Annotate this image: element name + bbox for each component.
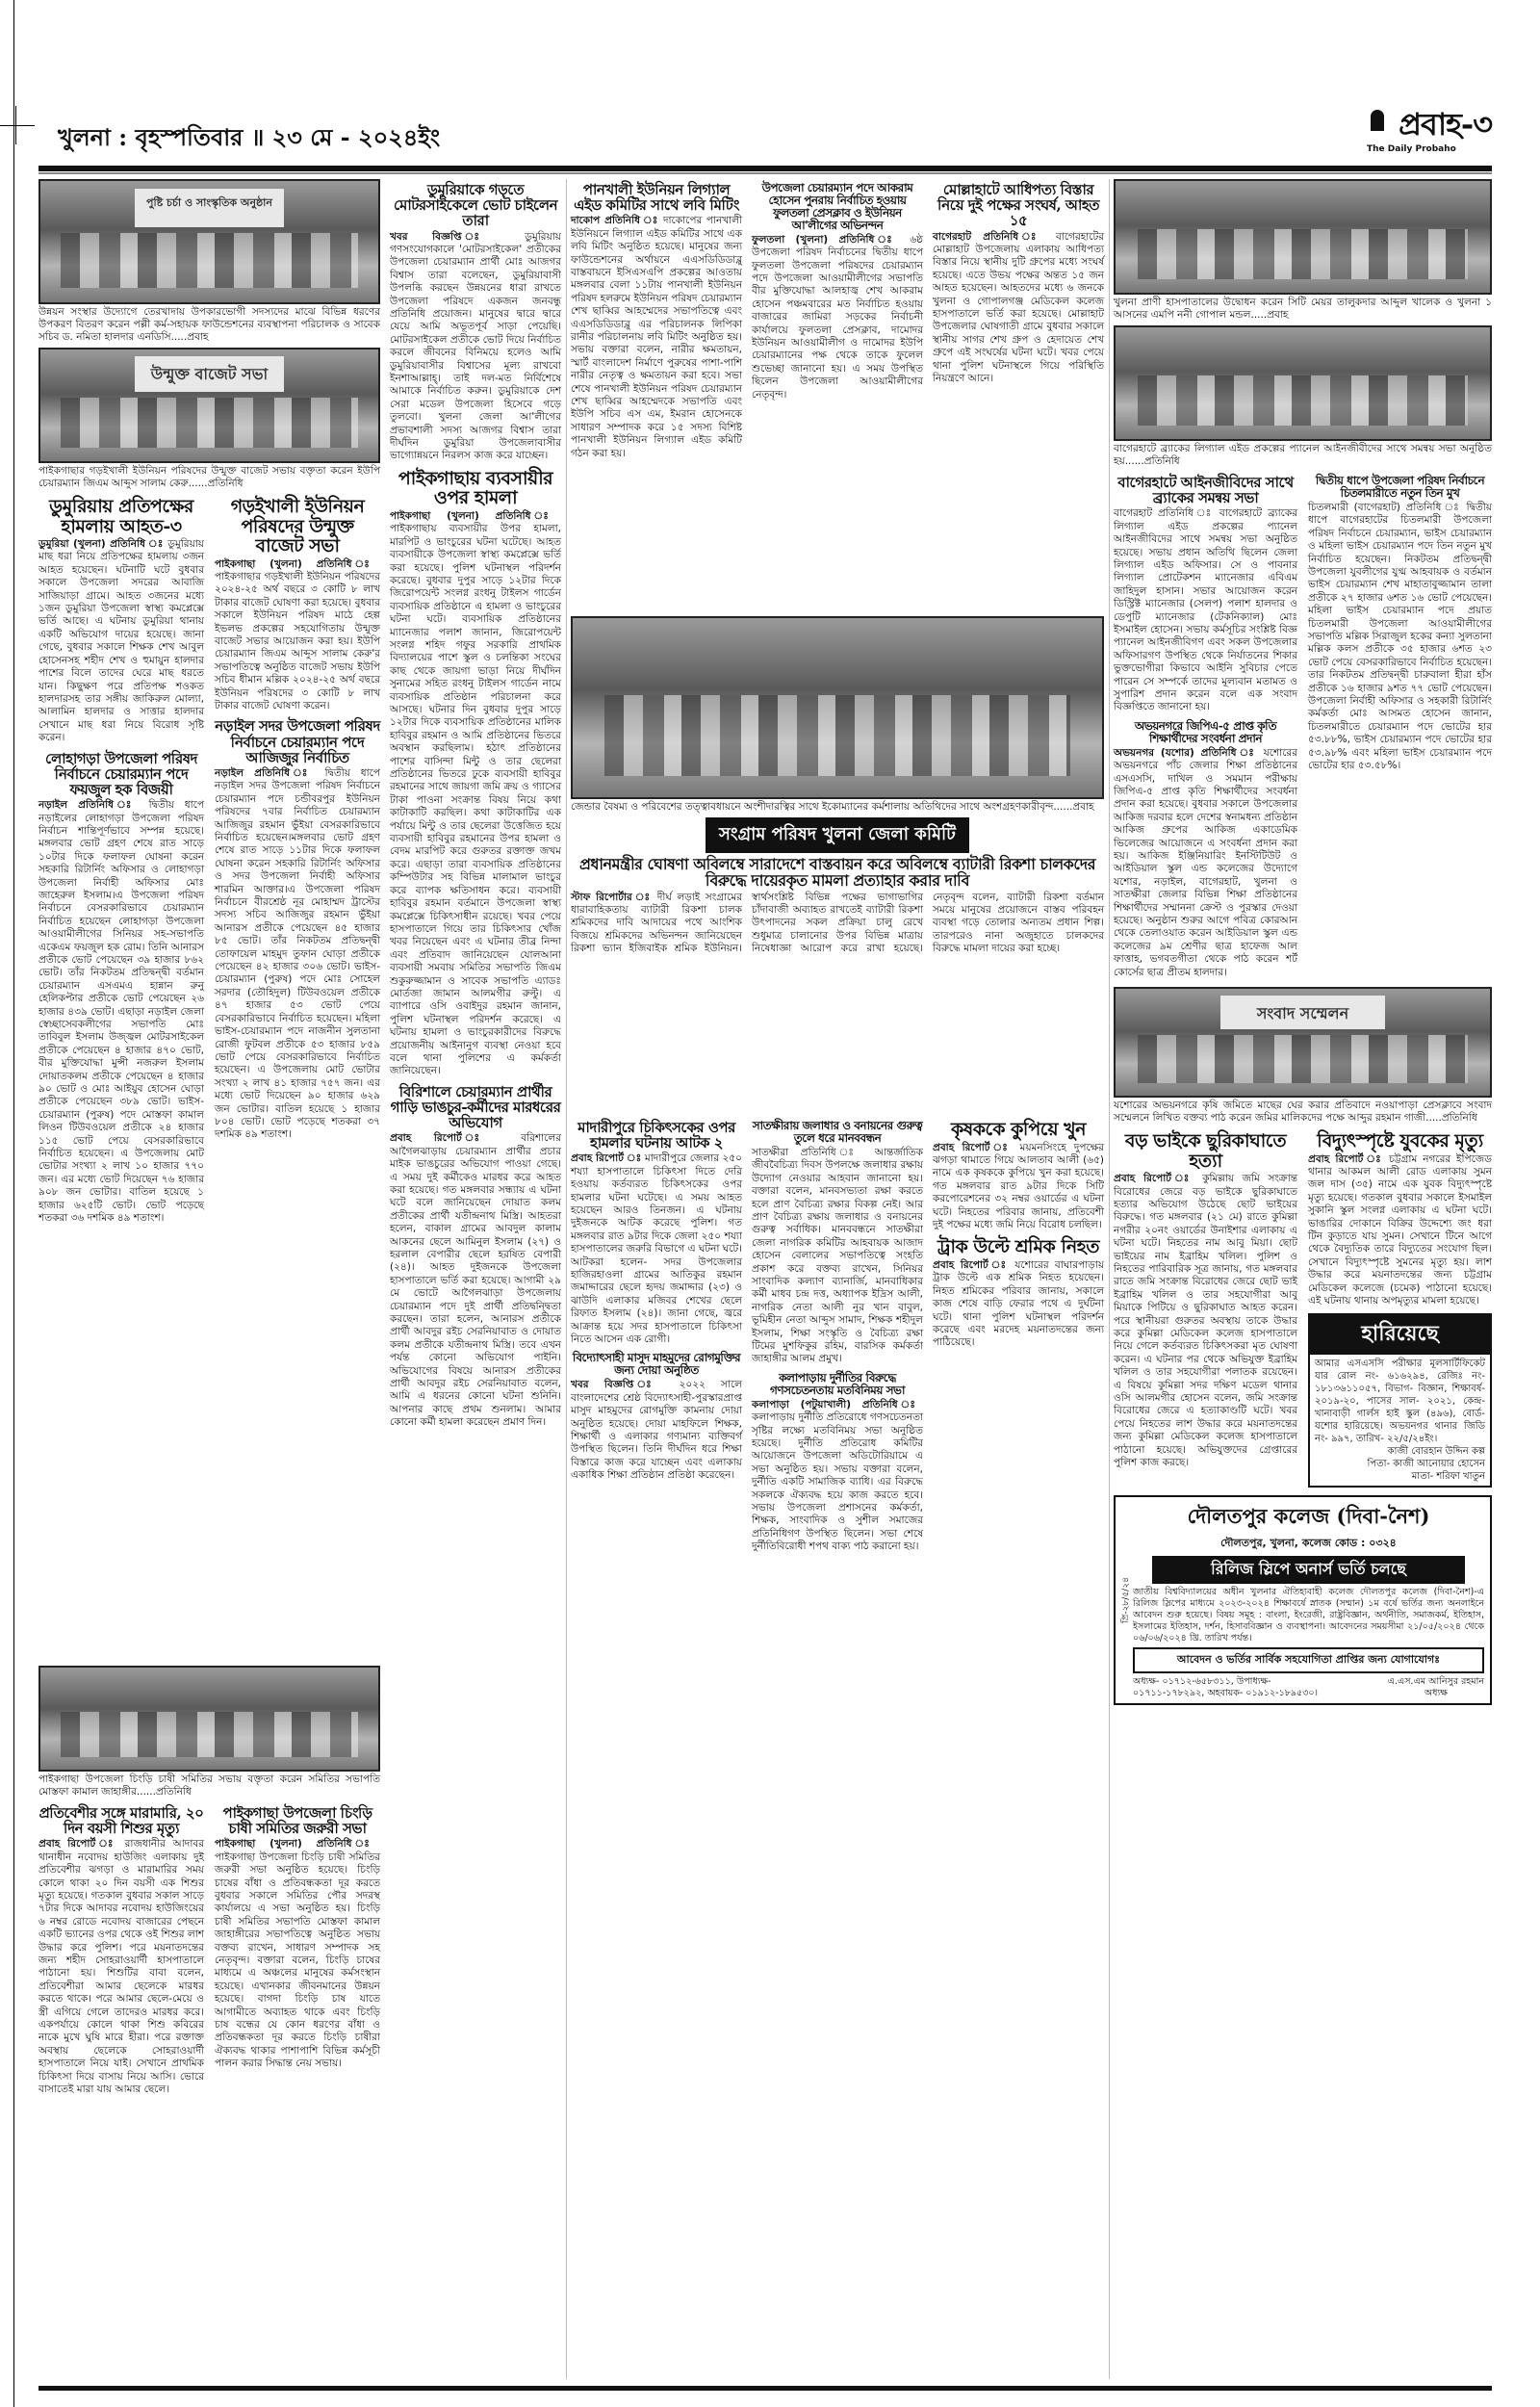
college-admission-ad bbox=[1114, 1495, 1492, 1705]
dateline: খবর বিজ্ঞপ্তি ঃ bbox=[390, 230, 500, 243]
headline: গড়ইখালী ইউনিয়ন পরিষদের উন্মুক্ত বাজেট সভা bbox=[230, 496, 365, 557]
article-body: দাকোপের পানখালী ইউনিয়নে লিগ্যাল এইড কমিটির সাথে এক লবি মিটিং অনুষ্ঠিত হয়েছে। মানুষের জন্য ফাউন্ডেশনের অর্থায়নে এএসডিডিডাব্লু বাস্তবায়নে ইসিএসএপি প্রকল্পের আওতায় মঙ্গলবার বেলা ১১টায় পানখালী ইউনিয়ন পরিষদ হলরুমে ইউনিয়ন পরিষদ চেয়ারম্যান শেখ ছাব্বির আহম্মেদের সভাপতিত্বে এবং এএসডিডিডাব্লু এর পরিচালনক লিপিকা রানীর পরিচালনায় লবি মিটিং অনুষ্ঠিত হয়। সভায় বক্তারা বলেন, নারীর ক্ষমতায়ন, স্মার্ট বাংলাদেশ নির্মাণে পুরুষের পাশা-পাশি নারীর নেতৃত্ব ও ক্ষমতায়ন করা হবে। সভা শেষে পানখালী ইউনিয়ন পরিষদ চেয়ারম্যান শেখ ছাব্বির আহম্মেদকে সভাপতি এবং ইউপি সচিব এস এম, ইমরান হোসেনকে সাধারণ সম্পাদক করে ১৫ সদস্য বিশিষ্ট পানখালী ইউনিয়ন লিগ্যাল এইড কমিটি গঠন করা হয়। bbox=[571, 215, 742, 459]
lost-notice-father: পিতা- কাজী আনোয়ার হোসেন bbox=[1367, 1459, 1485, 1470]
article-column-6 bbox=[933, 179, 1104, 385]
photo-ecoman-workshop bbox=[571, 616, 1104, 799]
photo-budget-meeting bbox=[38, 348, 380, 463]
photo-caption: খুলনা প্রাণী হাসপাতালের উদ্বোধন করেন সিটি মেয়র তালুকদার আব্দুল খালেক ও খুলনা ১ আসনের এমপি ননী গোপাল মন্ডল.....প্রবাহ bbox=[1114, 297, 1492, 321]
photo-caption: পাইকগাছা উপজেলা চিংড়ি চাষী সমিতির সভায় বক্তৃতা করেন সমিতির সভাপতি মোস্তফা কামাল জাহাঙ্গীর......প্রতিনিধি bbox=[38, 1773, 380, 1798]
dateline: প্রবাহ রিপোর্ট ঃ bbox=[933, 1258, 1010, 1271]
crop-line-left bbox=[13, 0, 14, 2407]
article-neighbour-fight bbox=[38, 1802, 204, 2097]
article-body: ডুমুরিয়ায় গণসংযোগকালে 'মোটরসাইকেল' প্রতীকের উপজেলা চেয়ারম্যান প্রার্থী মোঃ আজগর বিশ্বাস তারা বলেছেন, ডুমুরিয়াবাসী উপলব্ধি করছেন উন্নয়নের ধারা রাখতে উপজেলা পরিষদে একজন জনবন্ধু প্রতিনিধি প্রয়োজন। মানুষের দ্বারে দ্বারে যেয়ে আমি অভূতপূর্ব সাড়া পেয়েছি। মোটরসাইকেল প্রতীকে ভোট দিয়ে নির্বাচিত করলে জীবনের বিনিময়ে হলেও আমি ডুমুরিয়াবাসীর বিশ্বাসের মূল্য রাখবো ইনশাআল্লাহ্। তাই দল-মত নির্বিশেষে আমাকে নির্বাচিত করুন। ডুমুরিয়াকে দেশ সেরা মডেল উপজেলা হিসেবে গড়ে তুলবো। খুলনা জেলা আ'লীগের প্রভাবশালী সদস্য আজগর বিশ্বাস তারা দীর্ঘদিন ডুমুরিয়া উপজেলাবাসীর ভাগ্যোন্নয়নে নিরলস কাজ করে যাচ্ছেন। bbox=[390, 230, 561, 462]
article-body: বাগেরহাটের মোল্লাহাট উপজেলায় এলাকায় আধিপত্য বিস্তার নিয়ে স্থানীয় দুটি গ্রুপের মধ্যে সংঘর্ষ হয়েছে। এতে উভয় পক্ষের অন্তত ১৫ জন আহত হয়েছেন। আহতদের মধ্যে ৬ জনকে খুলনা ও গোপালগঞ্জ মেডিকেল কলেজ হাসপাতালে ভর্তি করা হয়েছে। মোল্লাহাট উপজেলার ঘোষগাতী গ্রামে বুধবার সকালে স্থানীয় সাগর শেখ গ্রুপ ও হেদায়েত শেখ গ্রুপে এই সংঘর্ষের ঘটনা ঘটে। খবর পেয়ে থানা পুলিশ ঘটনাস্থলে গিয়ে পরিস্থিতি নিয়ন্ত্রণে আনে। bbox=[933, 230, 1104, 385]
article-shrimp-meeting bbox=[215, 1802, 380, 2097]
article-kalapara bbox=[752, 1399, 923, 1554]
dateline: প্রবাহ রিপোর্ট ঃ bbox=[571, 1152, 642, 1165]
kicker-banner: সংগ্রাম পরিষদ খুলনা জেলা কমিটি bbox=[706, 817, 969, 853]
dateline: অভয়নগর (যশোর) প্রতিনিধি ঃ bbox=[1114, 746, 1258, 759]
header-rule-thin bbox=[38, 172, 1492, 174]
dateline: বাগেরহাট প্রতিনিধি ঃ bbox=[933, 230, 1045, 243]
article-body: ৬ষ্ঠ উপজেলা পরিষদ নির্বাচনের দ্বিতীয় ধাপে ফুলতলা উপজেলা পরিষদের চেয়ারম্যান পদে উপজেলা আওয়ামীলীগের সভাপতি বীর মুক্তিযোদ্ধা আলহাজ্ব শেখ আকরাম হোসেন পঞ্চমবারের মত নির্বাচিত হওয়ায় বাজারের জামিরা সড়কের নির্বাচনী কার্যালয়ে ফুলতলা প্রেসক্লাব, দামোদর ইউনিয়ন আওয়ামীলীগ ও দামোদর ইউপি চেয়ারম্যানের পক্ষ থেকে তাকে ফুলেল শুভেচ্ছা জানানো হয়। এ সময় উপস্থিত ছিলেন উপজেলা আওয়ামীলীগের নেতৃবৃন্দ। bbox=[752, 233, 923, 401]
article-dumuria-attack bbox=[38, 494, 204, 1226]
article-body: কুমিল্লায় জমি সংক্রান্ত বিরোধের জেরে বড় ভাইকে ছুরিকাঘাতে হত্যার অভিযোগ উঠেছে ছোট ভাইয়ের বিরুদ্ধে। গত মঙ্গলবার (২১ মে) রাতে কুমিল্লা নগরীর ২০নং ওয়ার্ডের উনাইশার এলাকায় এ ঘটনা ঘটে। নিহতের নাম আবু মিয়া। ছোট ভাইয়ের নাম ইব্রাহিম খলিল। পুলিশ ও নিহতের পারিবারিক সূত্র জানায়, গত মঙ্গলবার রাতে জমি সংক্রান্ত বিরোধের জেরে ছোট ভাই ইব্রাহিম খলিল ও তার সহযোগীরা আবু মিয়াকে পিটিয়ে ও ছুরিকাঘাত আহত করেন। পরে স্থানীয়রা গুরুতর অবস্থায় তাকে উদ্ধার করে কুমিল্লা মেডিকেল কলেজ হাসপাতালে নিয়ে গেলে কর্তব্যরত চিকিৎসকরা মৃত ঘোষণা করেন। এ ঘটনার পর থেকে অভিযুক্ত ইব্রাহিম খলিল ও তার সহযোগীরা পলাতক রয়েছেন। এ বিষয়ে কুমিল্লা সদর দক্ষিণ মডেল থানার ওসি আলমগীর হোসেন বলেন, জমি সংক্রান্ত বিরোধের জেরে এ হত্যাকাণ্ডটি ঘটে। খবর পেয়ে নিহতের লাশ উদ্ধার করে ময়নাতদন্তের জন্য কুমিল্লা মেডিকেল কলেজ হাসপাতালে পাঠানো হয়েছে। অভিযুক্তদের গ্রেপ্তারের পুলিশ কাজ করছে। bbox=[1114, 1173, 1297, 1469]
ad-signatory: এ.এস.এম আনিসুর রহমান bbox=[1387, 1676, 1484, 1688]
ad-body: জাতীয় বিশ্ববিদ্যালয়ের অধীন খুলনার ঐতিহ্যবাহী কলেজ দৌলতপুর কলেজ (দিবা-নৈশ)-এ রিলিজ স্লিপের মাধ্যমে ২০২৩-২০২৪ শিক্ষাবর্ষে স্নাতক (সম্মান) ১ম বর্ষে ভর্তির জন্য অনলাইনে আবেদন শুরু হয়েছে। বিষয় সমূহ : বাংলা, ইংরেজী, রাষ্ট্রবিজ্ঞান, অর্থনীতি, সমাজকর্ম, ইতিহাস, ইসলামের ইতিহাস, দর্শন, হিসাববিজ্ঞান ও ব্যবস্থাপনা। আবেদনের সময়সীমা ২১/০৫/২০২৪ থেকে ০৬/০৬/২০২৪ খ্রি. তারিখ পর্যন্ত। bbox=[1133, 1587, 1484, 1644]
article-body: কলাপাড়ায় দুর্নীতি প্রতিরোধে গণসচেতনতা সৃষ্টির লক্ষ্যে মতবিনিময় সভা অনুষ্ঠিত হয়েছে। দুর্নীতি প্রতিরোধ কমিটির আয়োজনে উপজেলা অডিটোরিয়ামে এ সভা অনুষ্ঠিত হয়। সভায় বক্তারা বলেন, দুর্নীতি একটি সামাজিক ব্যাধি। এর বিরুদ্ধে সকলকে ঐক্যবদ্ধ হয়ে কাজ করতে হবে। সভায় উপজেলা প্রশাসনের কর্মকর্তা, শিক্ষক, সাংবাদিক ও সুশীল সমাজের প্রতিনিধিগণ উপস্থিত ছিলেন। সভা শেষে দুর্নীতিবিরোধী শপথ বাক্য পাঠ করানো হয়। bbox=[752, 1411, 923, 1553]
header-rule bbox=[38, 166, 1492, 171]
headline: বিদ্যোৎসাহী মাসুদ মাহমুদের রোগমুক্তির জন্য দোয়া অনুষ্ঠিত bbox=[572, 1351, 741, 1378]
dateline: প্রবাহ রিপোর্ট ঃ bbox=[933, 1141, 1013, 1153]
headline: মোল্লাহাটে আধিপত্য বিস্তার নিয়ে দুই পক্ষের সংঘর্ষ, আহত ১৫ bbox=[937, 181, 1100, 230]
registration-mark bbox=[0, 106, 35, 144]
lost-notice-mother: মাতা- শরিফা খাতুন bbox=[1411, 1471, 1485, 1483]
headline: পাইকগাছা উপজেলা চিংড়ি চাষী সমিতির জরুরী সভা bbox=[222, 1804, 372, 1838]
article-body: যশোরের বাঘারপাড়ায় ট্রাক উল্টে এক শ্রমিক নিহত হয়েছেন। নিহত শ্রমিকের পরিবার জানায়, সকালে কাজ শেষে বাড়ি ফেরার পথে এ দুর্ঘটনা ঘটে। থানা পুলিশ ঘটনাস্থল পরিদর্শন করেছে এবং মরদেহ ময়নাতদন্তের জন্য পাঠিয়েছে। bbox=[933, 1258, 1104, 1349]
photo-brac-meeting bbox=[1114, 325, 1492, 441]
article-brother-murder bbox=[1114, 1128, 1297, 1488]
article-body: মাদারীপুরে জেলার ২৫০ শয্যা হাসপাতালে চিকিৎসা দিতে দেরি হওয়ায় কর্তব্যরত চিকিৎসকের ওপর হামলার ঘটনা ঘটেছে। এ সময় আহত হয়েছেন আরও তিনজন। এ ঘটনায় দুইজনকে আটক করেছে পুলিশ। গত মঙ্গলবার রাত ৯টার দিকে জেলা ২৫০ শয্যা হাসপাতালের জরুরি বিভাগে এ ঘটনা ঘটে। আটকরা হলেন- সদর উপজেলার হাজিরহাওলা গ্রামের আতিকুর রহমান জমাদ্দারের ছেলে হৃদয় জমাদ্দার (২৩) ও ঝাউদি এলাকার মজিবর শেখের ছেলে রিফাত ইসলাম (২৪)। জানা গেছে, জ্বরে আক্রান্ত হয়ে সদর হাসপাতালে চিকিৎসা নিতে আসেন এক রোগী। bbox=[571, 1152, 742, 1346]
ad-title: দৌলতপুর কলেজ (দিবা-নৈশ) bbox=[1187, 1504, 1430, 1529]
headline: বড় ভাইকে ছুরিকাঘাতে হত্যা bbox=[1124, 1130, 1287, 1172]
column-rule bbox=[1109, 179, 1110, 2379]
headline: মাদারীপুরে চিকিৎসকের ওপর হামলার ঘটনায় আটক ২ bbox=[578, 1119, 735, 1152]
dateline: স্টাফ রিপোর্টার ঃ bbox=[571, 891, 653, 903]
lost-notice-name: কাজী বোরহান উদ্দিন কল্প bbox=[1387, 1446, 1485, 1458]
photo-caption: জেন্ডার বৈষম্য ও পরিবেশের তত্ত্বাবধায়নে অংশীদারত্বির সাথে ইকোম্যানের কর্মশালায় অতিথিদের সাথে অংশগ্রহণকারীবৃন্দ......প্রবাহ bbox=[571, 801, 1094, 813]
center-feature bbox=[571, 616, 1104, 956]
headline: উপজেলা চেয়ারম্যান পদে আকরাম হোসেন পুনরায় নির্বাচিত হওয়ায় ফুলতলা প্রেসক্লাব ও ইউনিয়ন আ'লীগের অভিনন্দন bbox=[761, 181, 913, 232]
article-gorikhali-budget bbox=[215, 494, 380, 1226]
headline: লোহাগড়া উপজেলা পরিষদ নির্বাচনে চেয়ারম্যান পদে ফয়জুল হক বিজয়ী bbox=[45, 749, 197, 798]
article-body: ডুমুরিয়ায় মাছ ধরা নিয়ে প্রতিপক্ষের হামলায় ৩জন আহত হয়েছেন। ঘটনাটি ঘটে বুধবার সকালে উপজেলা সদরের আবাজি সাজিয়াড়া গ্রামে। আহত ৩জনের মধ্যে ১জন ডুমুরিয়া উপজেলা স্বাস্থ্য কমপ্লেক্সে ভর্তি আছে। এ ঘটনায় ডুমুরিয়া থানায় একটি অভিযোগ দায়ের হয়েছে। জানা গেছে, বুধবার সকালে শিক্ষক শেখ আবুল হোসেনসহ শহীদ শেখ ও হুমায়ুন হালদার পাশের বিলে তাদের ঘেরে মাছ ধরতে যান। কিছুক্ষণ পরে প্রতিপক্ষ শওকত হালদারসহ তার সঙ্গীয় জাকিরুল মোল্যা, আলামিন হালদার ও সাত্তার হালদার সেখানে মাছ ধরা নিয়ে বিরোধ সৃষ্টি করেন। bbox=[38, 538, 204, 744]
article-electrocution bbox=[1308, 1131, 1492, 1307]
newspaper-logo bbox=[1367, 104, 1492, 162]
headline: ট্রাক উল্টে শ্রমিক নিহত bbox=[937, 1236, 1099, 1258]
dateline: প্রবাহ রিপোর্ট ঃ bbox=[1308, 1152, 1384, 1165]
lost-notice-title: হারিয়েছে bbox=[1310, 1315, 1490, 1355]
headline: প্রধানমন্ত্রীর ঘোষণা অবিলম্বে সারাদেশে বাস্তবায়ন করে অবিলম্বে ব্যাটারী রিকশা চালকদের বিরুদ্ধে দায়েরকৃত মামলা প্রত্যাহার করার দাবি bbox=[579, 855, 1095, 891]
ad-code: প্রি-২৮/৫/২৪ bbox=[1121, 1577, 1131, 1624]
article-body: চিতলমারী (বাগেরহাট) প্রতিনিধি ঃ দ্বিতীয় ধাপে বাগেরহাটের চিতলমারী উপজেলা পরিষদ নির্বাচনে চেয়ারম্যান, ভাইস চেয়ারম্যান ও মহিলা ভাইস চেয়ারম্যান পদে তিন নতুন মুখ নির্বাচিত হয়েছেন। নিকটতম প্রতিদ্বন্দ্বী উপজেলা যুবলীগের যুগ্ম আহবায়ক ও বর্তমান ভাইস চেয়ারম্যান শেখ মাহাতাবুজ্জামান তালা প্রতীকে ২৭ হাজার ৬শত ১৬ ভোট পেয়েছেন। মহিলা ভাইস চেয়ারম্যান পদে প্রয়াত চিতলমারী উপজেলা আওয়ামীলীগের সভাপতি মল্লিক সিরাজুল হকের কন্যা সুলতানা মল্লিক কলস প্রতীকে ৩৫ হাজার ৬শত ২৩ ভোট পেয়ে বেসরকারিভাবে নির্বাচিত হয়েছেন। তার নিকটতম প্রতিদ্বন্দ্বী চারুবালা হীরা হাঁস প্রতীকে ১৬ হাজার ৯শত ৭৭ ভোট পেয়েছেন। উপজেলা নির্বাহী অফিসার ও সহকারী রিটার্নিং কর্মকর্তা মোঃ আসমত হোসেন জানান, চিতলমারীতে চেয়ারম্যান পদে ভোটের হার ৫৩.৮৮%, ভাইস চেয়ারম্যান পদে ভোটের হার ৫৩.৯৮% এবং মহিলা ভাইস চেয়ারম্যান পদে ভোটের হার ৫৩.৫৮%। bbox=[1308, 501, 1492, 772]
dateline: প্রবাহ রিপোর্ট ঃ bbox=[38, 1838, 117, 1851]
headline: নড়াইল সদর উপজেলা পরিষদ নির্বাচনে চেয়ারম্যান পদে আজিজুর নির্বাচিত bbox=[215, 717, 380, 766]
photo-shrimp-farmers bbox=[38, 1666, 380, 1772]
ad-contact-heading: আবেদন ও ভর্তির সার্বিক সহযোগিতা প্রাপ্তির জন্য যোগাযোগঃ bbox=[1133, 1647, 1484, 1673]
dateline: কলাপাড়া (পটুয়াখালী) প্রতিনিধি ঃ bbox=[752, 1398, 923, 1411]
headline: বিরিশালে চেয়ারম্যান প্রার্থীর গাড়ি ভাঙচুর-কর্মীদের মারধরের অভিযোগ bbox=[390, 1082, 561, 1132]
photo-pushti-program bbox=[38, 179, 380, 304]
dateline: পাইকগাছা (খুলনা) প্রতিনিধি ঃ bbox=[215, 557, 380, 570]
ad-designation: অধ্যক্ষ bbox=[1424, 1688, 1448, 1699]
lost-notice-body: আমার এসএসসি পরীক্ষার মূলসার্টিফিকেট যার রোল নং- ৬১৬২৯৪, রেজিঃ নং- ১৮১৩৬১১০৫৭, বিভাগ- বিজ্ঞান, শিক্ষাবর্ষ- ২০১৯-২০, পাসের সাল- ২০২১, কেন্দ্র- খানাবাড়ী গার্লস হাই স্কুল (৪৯৬), বোর্ড- যশোর হারিয়েছে। অভয়নগর থানার জিডি নং- ৯৯৭, তারিখ- ২২/৫/২৪ইং। bbox=[1315, 1359, 1485, 1445]
article-body: পাইকগাছার গড়ইখালী ইউনিয়ন পরিষদের ২০২৪-২৫ অর্থ বছরে ৩ কোটি ৮ লাখ টাকার বাজেট ঘোষণা করা হয়েছে। বুধবার সকালে ইউনিয়ন পরিষদ মাঠে হেল্প ইভলভ প্রকল্পের সহযোগিতায় উন্মুক্ত বাজেট সভার আয়োজন করা হয়। ইউপি চেয়ারম্যান জিএম আব্দুস সালাম কেরু'র সভাপতিত্বে অনুষ্ঠিত বাজেট সভায় ইউপি সচিব ধীমান মল্লিক ২০২৪-২৫ অর্থ বছরে ইউনিয়ন পরিষদের ৩ কোটি ৮ লাখ টাকার বাজেট ঘোষণা করেন। bbox=[215, 570, 380, 712]
headline: ডুমুরিয়ায় প্রতিপক্ষের হামলায় আহত-৩ bbox=[49, 496, 193, 537]
headline: কৃষককে কুপিয়ে খুন bbox=[951, 1119, 1086, 1140]
headline: পানখালী ইউনিয়ন লিগ্যাল এইড কমিটির সাথে লবি মিটিং bbox=[574, 181, 739, 215]
photo-banner: উন্মুক্ত বাজেট সভা bbox=[135, 356, 283, 392]
dateline: ফুলতলা (খুলনা) প্রতিনিধি ঃ bbox=[752, 233, 900, 246]
dateline: প্রবাহ রিপোর্ট ঃ bbox=[390, 1132, 500, 1145]
article-body: বাগেরহাট প্রতিনিধি ঃ বাগেরহাটে ব্র্যাকের লিগ্যাল এইড প্রকল্পের প্যানেল আইনজীবিদের সাথে সমন্বয় সভা অনুষ্ঠিত হয়েছে। সভায় প্রধান অতিথি ছিলেন জেলা লিগ্যাল এইড অফিসার। সে ও পাবনার লিগ্যাল প্রোটেকশন ম্যানেজার এবিএম জাহিদুল হাসান। সভার আয়োজন করেন ডিস্ট্রিক্ট ম্যানেজার (সেলপ) পলাশ হালদার ও ডেপুটি ম্যানেজার (টেকনিক্যাল) মোঃ ইসমাইল হোসেন। সভায় কর্মসূচির সংশ্লিষ্ট বিজ্ঞ প্যানেল আইনজীবিগণ এবং সকল উপজেলার অফিসারগণ উপস্থিত থেকে নির্যাতনের শিকার ভুক্তভোগীরা কিভাবে আইনি সুবিচার পেতে পারেন সে সম্পর্কে তাদের মূল্যবান মতামত ও সুপারিশ প্রদান করেন বলে এক সংবাদ বিজ্ঞপ্তিতে জানানো হয়। bbox=[1114, 507, 1297, 713]
dateline: পাইকগাছা (খুলনা) প্রতিনিধি ঃ bbox=[215, 1838, 380, 1851]
article-body: পাইকগাছায় ব্যবসায়ীর উপর হামলা, মারপিট ও ভাংচুরের ঘটনা ঘটেছে। আহত ব্যবসায়ীকে উপজেলা স্বাস্থ্য কমপ্লেক্সে ভর্তি করা হয়েছে। পুলিশ ঘটনাস্থল পরিদর্শন করেছে। বুধবার দুপুর সাড়ে ১২টার দিকে জিরোপয়েন্ট সংলগ্ন রংধনু টাইলস গার্ডেন ব্যবসায়িক প্রতিষ্ঠানে এ হামলা ও ভাংচুরের ঘটনা ঘটে। ব্যবসায়িক প্রতিষ্ঠানের ম্যানেজার পলাশ জানান, জিরোপয়েন্ট সংলগ্ন শহিদ গফুর সরকারি প্রাথমিক বিদ্যালয়ের পাশে স্কুল ও চলন্তিকা সংঘের কাছ থেকে জায়গা ভাড়া নিয়ে দীর্ঘদিন সুনামের সহিত রংধনু টাইলস গার্ডেন নামে ব্যবসায়িক প্রতিষ্ঠান পরিচালনা করে আসছে। ঘটনার দিন বুধবার দুপুর সাড়ে ১২টার দিকে ব্যবসায়িক প্রতিষ্ঠানের মালিক হাবিবুর রহমান ও আমি প্রতিষ্ঠানের ভিতরে অবস্থান করছিলাম। হঠাৎ প্রতিষ্ঠানের পাশের বাসিন্দা মিন্টু ও তার ছেলেরা প্রতিষ্ঠানের ভিতরে ঢুকে ব্যবসায়ী হাবিবুর রহমানের সাথে জায়গা জমি ক্রয় ও গ্যাসের টাকা পাওনা সংক্রান্ত বিষয় নিয়ে কথা কাটাকাটি করছিল। কথা কাটাকাটির এক পর্যায়ে মিন্টু ও তার ছেলেরা উত্তেজিত হয়ে ব্যবসায়ী হাবিবুর রহমানের উপর হামলা ও বেদম মারপিট করে গুরুতর রক্তাক্ত জখম করে। এছাড়া তারা ব্যবসায়িক প্রতিষ্ঠানের কম্পিউটার সহ বিভিন্ন মালামাল ভাংচুর করে ব্যাপক ক্ষতিসাধন করে। ব্যবসায়ী হাবিবুর রহমান বর্তমানে উপজেলা স্বাস্থ্য কমপ্লেক্সে চিকিৎসাধীন রয়েছে। খবর পেয়ে হাসপাতালে গিয়ে তার চিকিৎসার খোঁজ খবর নিয়েছেন এবং এ ঘটনার তীব্র নিন্দা এবং প্রতিবাদ জানিয়েছেন যোলআনা ব্যবসায়ী সমবায় সমিতির সভাপতি জিএম শুকুরুজ্জামান ও সাবেক সভাপতি এ্যাডঃ মোর্তজা জামান আলমগীর রুল্টু। এ ব্যাপারে ওসি ওবাইদুর রহমান জানান, পুলিশ ঘটনাস্থল পরিদর্শন করেছে। এ ঘটনায় হামলা ও ভাংচুরকারীদের বিরুদ্ধে প্রয়োজনীয় আইনানুগ ব্যবস্থা নেওয়া হবে বলে থানা পুলিশের এ কর্মকর্তা জানিয়েছেন। bbox=[390, 523, 561, 1077]
photo-caption: উন্নয়ন সংস্থার উদ্যোগে তেরখাদায় উপকারভোগী সদস্যদের মাঝে বিভিন্ন ধরণের উপকরণ বিতরণ করেন পল্লী কর্ম-সহায়ক ফাউন্ডেশনের ব্যবস্থাপনা পরিচালক ও সাবেক সচিব ড. নমিতা হালদার এনডিসি.....প্রবাহ bbox=[38, 306, 380, 343]
logo-subtitle: The Daily Probaho bbox=[1367, 144, 1456, 154]
headline: বিদ্যুৎস্পৃষ্টে যুবকের মৃত্যু bbox=[1317, 1130, 1483, 1152]
article-body: বরিশালের আগৈলঝাড়ায় চেয়ারম্যান প্রার্থীর প্রচার মাইক ভাঙচুরের অভিযোগ পাওয়া গেছে। এ সময় দুই কর্মীকেও মারধর করে আহত করা হয়েছে। গত মঙ্গলবার সন্ধ্যায় এ ঘটনা ঘটে বলে জানিয়েছেন দোয়াত কলম প্রতীকের প্রার্থী যতীন্দ্রনাথ মিস্ত্রি। আহতরা হলেন, বাকাল গ্রামের আবদুল কালাম আকনের ছেলে আমিনুল ইসলাম (২৭) ও হরলাল বেপারীর ছেলে হরষিত বেপারী (২৪)। আহত দুইজনকে উপজেলা হাসপাতালে ভর্তি করা হয়েছে। আগামী ২৯ মে ভোটে আগৈলঝাড়া উপজেলায় চেয়ারম্যান পদে দুই প্রার্থী প্রতিদ্বন্দ্বিতা করছেন। তারা হলেন, আনারস প্রতীকে প্রার্থী আবদুর রইচ সেরনিয়াবাত ও দোয়াত কলম প্রতীকে যতীন্দ্রনাথ মিস্ত্রি। তবে এখন পর্যন্ত কোনো অভিযোগ পাইনি। অভিযোগের বিষয়ে আনারস প্রতীকের প্রার্থী আবদুর রইচ সেরনিয়াবাত বলেন, আমি এ ধরনের কোনো ঘটনা শুনিনি। আপনার কাছে প্রথম শুনলাম। আমার কোনো কর্মী হামলা করেছেন প্রমাণ দিন। bbox=[390, 1132, 561, 1429]
headline: প্রতিবেশীর সঙ্গে মারামারি, ২০ দিন বয়সী শিশুর মৃত্যু bbox=[38, 1804, 204, 1838]
headline: ডুমুরিয়াকে গড়তে মোটরসাইকেলে ভোট চাইলেন তারা bbox=[393, 181, 558, 230]
headline: কলাপাড়ায় দুর্নীতির বিরুদ্ধে গণসচেতনতায় মতবিনিময় সভা bbox=[770, 1370, 905, 1397]
article-body: ২০২২ সালে বাংলাদেশের শ্রেষ্ঠ বিদ্যোৎসাহী-পুরস্কারপ্রাপ্ত মাসুদ মাহমুদের রোগমুক্তি কামনায় দোয়া অনুষ্ঠিত হয়েছে। দোয়া মাহফিলে শিক্ষক, শিক্ষার্থী ও এলাকার গণ্যমান্য ব্যক্তিবর্গ উপস্থিত ছিলেন। তিনি দীর্ঘদিন ধরে শিক্ষা বিস্তারে কাজ করে যাচ্ছেন এবং এলাকায় একাধিক শিক্ষা প্রতিষ্ঠান প্রতিষ্ঠা করেছেন। bbox=[571, 1379, 742, 1482]
column-rule bbox=[566, 179, 567, 2379]
dateline: দাকোপ প্রতিনিধি ঃ bbox=[571, 215, 659, 227]
photo-animal-hospital bbox=[1114, 179, 1492, 295]
photo-caption: বাগেরহাটে ব্র্যাকের লিগ্যাল এইড প্রকল্পের প্যানেল আইনজীবীদের সাথে সমন্বয় সভা অনুষ্ঠিত হয়......প্রতিনিধি bbox=[1114, 443, 1492, 467]
article-barishal bbox=[390, 1132, 561, 1429]
article-column-4 bbox=[571, 179, 742, 460]
photo-caption: পাইকগাছার গড়ইখালী ইউনিয়ন পরিষদের উন্মুক্ত বাজেট সভায় বক্তৃতা করেন ইউপি চেয়ারম্যান জিএম আব্দুস সালাম কেরু......প্রতিনিধি bbox=[38, 465, 380, 489]
photo-banner: সংবাদ সম্মেলন bbox=[1220, 996, 1385, 1030]
article-column-3 bbox=[390, 179, 561, 1430]
article-body: পাইকগাছা উপজেলা চিংড়ি চাষী সমিতির জরুরী সভা অনুষ্ঠিত হয়েছে। চিংড়ি চাষের বাঁধা ও প্রতিবন্ধকতা দূর করতে বুধবার সকালে সমিতির পৌর সদরস্থ কার্যালয়ে এ সভা অনুষ্ঠিত হয়। চিংড়ি চাষী সমিতির সভাপতি মোস্তফা কামাল জাহাঙ্গীরের সভাপতিত্বে অনুষ্ঠিত সভায় বক্তব্য রাখেন, সাধারণ সম্পাদক সহ নেতৃবৃন্দ। বক্তারা বলেন, চিংড়ি চাষের মাধ্যমে এ অঞ্চলের মানুষের কর্মসংস্থান হয়েছে। এখানকার জীবনমানের উন্নয়ন হয়েছে। বাগদা চিংড়ি চাষ যাতে আগামীতে অব্যাহত থাকে এবং চিংড়ি চাষ বন্ধের যে কোন ধরণের বাঁধা ও প্রতিবন্ধকতা দূর করতে চিংড়ি চাষীরা ঐক্যবদ্ধ থাকার পাশাপাশি বিভিন্ন কর্মসূচী পালন করার সিদ্ধান্ত নেয় সভায়। bbox=[215, 1851, 380, 2070]
dateline: নড়াইল প্রতিনিধি ঃ bbox=[215, 766, 315, 779]
logo-dome-icon bbox=[1371, 110, 1384, 131]
ad-contacts: অধ্যক্ষ- ০১৭১২-৬৫৮৩১১, উপাধ্যক্ষ- ০১৭১১-১৭৮২৯২, অহবায়ক- ০১৯১২-১৮৯৫৩০। bbox=[1133, 1676, 1318, 1699]
article-body: চট্টগ্রাম নগরের ইপিজেড থানার আকমল আলী রোড এলাকায় সুমন জল দাস (৩৫) নামে এক যুবক বিদ্যুৎস্পৃষ্টে মৃত্যু হয়েছে। গতকাল বুধবার সকালে ইসমাইল সুকানি স্কুল সংলগ্ন এলাকায় এ ঘটনা ঘটে। ভাঙারির দোকানে বিক্রির উদ্দেশ্যে জং ধরা টিন কুড়াতে যায় সুমন। সেখানে টিনে আগে থেকে বৈদ্যুতিক তারে বিদ্যুতের সংযোগ ছিল। সেখানে বিদ্যুৎস্পৃষ্টে সুমনের মৃত্যু হয়। লাশ উদ্ধার করে ময়নাতদন্তের জন্য চট্টগ্রাম মেডিকেল কলেজে (চমেক) পাঠানো হয়েছে। এই ঘটনায় থানায় অপমৃত্যুর মামলা হয়েছে। bbox=[1308, 1152, 1492, 1307]
headline: পাইকগাছায় ব্যবসায়ীর ওপর হামলা bbox=[398, 467, 553, 509]
right-photo-block bbox=[1114, 179, 1492, 1705]
headline: দ্বিতীয় ধাপে উপজেলা পরিষদ নির্বাচনে চিতলমারীতে নতুন তিন মুখ bbox=[1315, 474, 1485, 500]
folio-date: খুলনা : বৃহস্পতিবার ॥ ২৩ মে - ২০২৪ইং bbox=[58, 123, 441, 151]
left-block bbox=[38, 179, 380, 1226]
article-body: যশোরের অভয়নগরে পাঁচ জেলার শিক্ষা প্রতিষ্ঠানের এসএসসি, দাখিল ও সমমান পরীক্ষায় জিপিএ-৫ প্রাপ্ত কৃতি শিক্ষার্থীদের সংবর্ধনা প্রদান করা হয়েছে। বুধবার সকালে উপজেলার আকিজ দরবার হলে দেশের স্বনামধন্য প্রতিষ্ঠান আকিজ গ্রুপের আকিজ একাডেমিক ভিলেজের আয়োজনে এ সংবর্ধনা প্রদান করা হয়। আকিজ ইঞ্জিনিয়ারিং ইনস্টিটিউট ও আইডিয়াল স্কুল এন্ড কলেজের উদ্যোগে যশোর, নড়াইল, বাগেরহাট, খুলনা ও সাতক্ষীরা জেলার বিভিন্ন শিক্ষা প্রতিষ্ঠানের শিক্ষার্থীদের সম্মাননা ক্রেস্ট ও পুরস্কার দেওয়া হয়েছে। অনুষ্ঠান শুরুর আগে পবিত্র কোরআন থেকে তেলাওয়াত করেন আইডিয়াল স্কুল এন্ড কলেজের ৯ম শ্রেণীর ছাত্র হাফেজ আল ফাত্তাহ, ভগবতগীতা থেকে পাঠ করেন শর্ট কোর্সের ছাত্র প্রীতম হালদার। bbox=[1114, 746, 1297, 978]
headline: অভয়নগরে জিপিএ-৫ প্রাপ্ত কৃতি শিক্ষার্থীদের সংবর্ধনা প্রদান bbox=[1134, 718, 1277, 745]
ad-address: দৌলতপুর, খুলনা, কলেজ কোড : ০৩২৪ bbox=[1220, 1537, 1397, 1550]
lower-left-block bbox=[38, 1666, 380, 2097]
dateline: ডুমুরিয়া (খুলনা) প্রতিনিধি ঃ bbox=[38, 538, 165, 551]
article-body: দ্বিতীয় ধাপে নড়াইলের লোহাগড়া উপজেলা পরিষদ নির্বাচন শান্তিপূর্ণভাবে সম্পন্ন হয়েছে। মঙ্গলবার ভোট গ্রহণ শেষে রাত সাড়ে ১০টার দিকে ফলাফল ঘোষনা করেন সহকারি রিটার্নিং অফিসার ও লোহাগড়া উপজেলা নির্বাহী অফিসার মোঃ জাহেরুল ইসলাম।এ উপজেলা পরিষদ নির্বাচনে বেসরকারিভাবে চেয়ারম্যান নির্বাচিত হয়েছেন লোহাগড়া উপজেলা আওয়ামীলীগের সিনিয়র সহ-সভাপতি একেএম ফয়জুল হক রোম। তিনি আনারস প্রতীকে ভোট পেয়েছেন ৩৯ হাজার ৮৬২ ভোট। তাঁর নিকটতম প্রতিদ্বন্দ্বী বর্তমান চেয়ারম্যান এসএমএ হান্নান রুনু হেলিকপ্টার প্রতীকে ভোট পেয়েছেন ২৬ হাজার ৪৩৯ ভোট। এছাড়া নড়াইল জেলা স্বেচ্ছাসেবকলীগের সভাপতি মোঃ তাবিবুল ইসলাম উজ্জ্বল মোটরসাইকেল প্রতীকে পেয়েছেন ৪ হাজার ৪৭০ ভোট, বীর মুক্তিযোদ্ধা মুন্সী নজরুল ইসলাম দোয়াতকলম প্রতীকে পেয়েছেন ৪ হাজার ৯০ ভোট ও মোঃ আইয়ুব হোসেন ঘোড়া প্রতীকে পেয়েছেন ৩৮৯ ভোট। ভাইস-চেয়ারম্যান (পুরুষ) পদে মোস্তফা কামাল লিওন টিউবওয়েল প্রতীকে ২৪ হাজার ১১৫ ভোট পেয়ে বেসরকারিভাবে নির্বাচিত হয়েছেন। এ উপজেলায় মোট ভোটার সংখ্যা ২ লাখ ১০ হাজার ৭৭০ জন। এর মধ্যে ভোট দিয়েছেন ৭৬ হাজার ৯০৮ জন ভোটার। বাতিল হয়েছে ১ হাজার ৬২৫টি ভোট। ভোট পড়েছে শতকরা ৩৬ দশমিক ৪৯ শতাংশ। bbox=[38, 799, 204, 1225]
article-body: দীর্ঘ লড়াই সংগ্রামের ধারাবাহিকতায় ব্যাটারী রিকশা চালক শ্রমিকদের দাবি আদায়ের পথে আংশিক বিজয়ে শ্রমিকদের অভিনন্দন জানিয়েছেন রিকশা ভ্যান ইজিবাইক শ্রমিক ইউনিয়ন। স্বার্থসংশ্লিষ্ট বিভিন্ন পক্ষের ভাগাভাগির চাঁদাবাজী অব্যাহত রাখতেই ব্যাটারী রিকশা উৎপাদনের সকল প্রক্রিয়া চালু রেখে শুধুমাত্র চালানোর উপর বিভিন্ন মাত্রায় নিষেধাজ্ঞা আরোপ করে রাখা হয়েছে। নেতৃবৃন্দ বলেন, ব্যাটারী রিকশা বর্তমান সময়ে মানুষের প্রয়োজনে বাস্তব পরিবহন ব্যবস্থা গড়ে তোলার অন্যতম প্রধান শিল্প। তারপরেও নানা অজুহাতে চালকদের বিরুদ্ধে মামলা দায়ের করা হচ্ছে। bbox=[571, 891, 1104, 955]
article-bagerhat-lawyers bbox=[1114, 472, 1297, 979]
photo-press-conference bbox=[1114, 987, 1492, 1098]
article-krishok-and-truck bbox=[933, 1117, 1104, 1554]
footer-rule bbox=[38, 2386, 1492, 2391]
newspaper-page bbox=[38, 0, 1492, 2407]
photo-banner: পুষ্টি চর্চা ও সাংস্কৃতিক অনুষ্ঠান bbox=[135, 189, 283, 227]
article-body: ময়মনসিংহে দুপক্ষের ঝগড়া থামাতে গিয়ে আলতাব আলী (৬৫) নামে এক কৃষককে কুপিয়ে খুন করা হয়েছে। গত মঙ্গলবার রাত ৯টার দিকে সিটি করপোরেশনের ৩২ নম্বর ওয়ার্ডের এ ঘটনা ঘটে। নিহতের পরিবার জানায়, প্রতিবেশী দুই পক্ষের মধ্যে জমি নিয়ে বিরোধ চলছিল। bbox=[933, 1141, 1105, 1230]
dateline: নড়াইল প্রতিনিধি ঃ bbox=[38, 799, 139, 812]
lost-notice bbox=[1308, 1313, 1492, 1488]
ad-banner: রিলিজ স্লিপে অনার্স ভর্তি চলছে bbox=[1152, 1556, 1465, 1584]
dateline: প্রবাহ রিপোর্ট ঃ bbox=[1114, 1173, 1194, 1185]
headline: বাগেরহাটে আইনজীবিদের সাথে ব্র্যাকের সমন্বয় সভা bbox=[1117, 474, 1294, 507]
article-satkhira-humanchain bbox=[752, 1117, 923, 1554]
dateline: খবর বিজ্ঞপ্তি ঃ bbox=[571, 1379, 664, 1391]
headline: সাতক্ষীরায় জলাধার ও বনায়নের গুরুত্ব তুলে ধরে মানববন্ধন bbox=[752, 1119, 923, 1145]
dateline: পাইকগাছা (খুলনা) প্রতিনিধি ঃ bbox=[390, 509, 561, 522]
article-body: রাজধানীর আদাবর থানাধীন নবোদয় হাউজিং এলাকায় দুই প্রতিবেশীর ঝগড়া ও মারামারির সময় কোলে থাকা ২০ দিন বয়সী এক শিশুর মৃত্যু হয়েছে। গতকাল বুধবার সকাল সাড়ে ৭টার দিকে আদাবর নবোদয় হাউজিংয়ের ৬ নম্বর রোডে নবোদয় বাজারের পেছনে একটি ভ্যানের ওপর থেকে ওই শিশুর লাশ উদ্ধার করে পুলিশ। পরে ময়নাতদন্তের জন্য শহীদ সোহরাওয়ার্দী হাসপাতালে পাঠানো হয়। শিশুটির বাবা বলেন, প্রতিবেশীরা আমার ছেলেকে মারধর করতে থাকে। পরে আমার ছেলে-মেয়ে ও স্ত্রী এগিয়ে গেলে তাদেরও মারধর করে। একপর্যায়ে কোলে থাকা শিশু কবিরের নাকে মুখে ঘুষি মারে হীরা। পরে রক্তাক্ত অবস্থায় ছেলেকে সোহরাওয়ার্দী হাসপাতালে নিয়ে যাই। সেখানে প্রাথমিক চিকিৎসা দিয়ে বাসায় নিয়ে আসি। ভোরে বাসাতেই মারা যায় আমার ছেলে। bbox=[38, 1838, 204, 2096]
photo-caption: যশোরের অভয়নগরে কৃষি জমিতে মাছের ঘের করার প্রতিবাদে নওয়াপাড়া প্রেসক্লাবে সংবাদ সম্মেলনে লিখিত বক্তব্য পাঠ করেন জমির মালিকদের পক্ষে আব্দুর রহমান গাজী.....প্রতিনিধি bbox=[1114, 1100, 1492, 1125]
article-madaripur bbox=[571, 1117, 742, 1554]
article-column-5 bbox=[752, 179, 923, 401]
article-chitalmari bbox=[1308, 472, 1492, 979]
article-body: দ্বিতীয় ধাপে নড়াইল সদর উপজেলা পরিষদ নির্বাচনে চেয়ারম্যান পদে চন্ডীবরপুর ইউনিয়ন পরিষদের ৭বার নির্বাচিত চেয়ারম্যান আজিজুর রহমান ভুঁইয়া বেসরকারিভাবে নির্বাচিত হয়েছেন।মঙ্গলবার ভোট গ্রহণ শেষে রাত সাড়ে ১১টার দিকে ফলাফল ঘোষনা করেন সহকারি রিটার্নিং অফিসার ও সদর উপজেলা নির্বাহী অফিসার শারমিন আক্তার।এ উপজেলা পরিষদ নির্বাচনে বীরশ্রেষ্ঠ নূর মোহাম্মদ ট্রাস্টের সদস্য সচিব আজিজুর রহমান ভুঁইয়া আনারস প্রতীকে পেয়েছেন ৪৫ হাজার ৮৫ ভোট। তাঁর নিকটতম প্রতিদ্বন্দ্বী তোফায়েল মাহমুদ তুফান ঘোড়া প্রতীকে পেয়েছেন ৪২ হাজার ৩০৬ ভোট। ভাইস-চেয়ারম্যান (পুরুষ) পদে মোঃ সোহেল সরদার (তৌহিদুল) টিউবওয়েল প্রতীকে ৪৭ হাজার ৫৩ ভোট পেয়ে বেসরকারিভাবে নির্বাচিত হয়েছেন। মহিলা ভাইস-চেয়ারম্যান পদে নাজনীন সুলতানা রোজী ফুটবল প্রতীকে ৫৩ হাজার ৮৫৯ ভোট পেয়ে বেসরকারিভাবে নির্বাচিত হয়েছেন। এ উপজেলায় মোট ভোটার সংখ্যা ২ লাখ ৪১ হাজার ৭৫৭ জন। এর মধ্যে ভোট দিয়েছেন ৯০ হাজার ৬২৯ জন ভোটার। বাতিল হয়েছে ১ হাজার ৮০৪ ভোট। ভোট পড়েছে শতকরা ৩৭ দশমিক ৪৯ শতাংশ। bbox=[215, 766, 380, 1141]
logo-wordmark: প্রবাহ-৩ bbox=[1399, 106, 1492, 142]
lower-center-block bbox=[571, 1117, 1104, 1554]
article-body: সাতক্ষীরা প্রতিনিধি ঃ আন্তর্জাতিক জীববৈচিত্র্য দিবস উপলক্ষে জলাধার রক্ষায় উদ্যোগ নেওয়ার আহবান জানানো হয়। বক্তারা বলেন, মানবসভ্যতা রক্ষা করতে হলে প্রাণ বৈচিত্র্য রক্ষার বিকল্প নেই। আর প্রাণ বৈচিত্র্য রক্ষায় জলাধার ও বনায়নের গুরুত্ব সর্বাধিক। মানববন্ধনে সাতক্ষীরা জেলা নাগরিক কমিটির আহবায়ক আজাদ হোসেন বেলালের সভাপতিত্বে সংহতি প্রকাশ করে বক্তব্য রাখেন, সিনিয়র সাংবাদিক কল্যাণ ব্যানার্জি, মানবাধিকার কর্মী মাধব চন্দ্র দত্ত, অধ্যাপক ইদ্রিস আলী, নাগরিক নেতা আলী নুর খান বাবুল, ভূমিহীন নেতা আব্দুস সামাদ, শিক্ষক শহীদুল ইসলাম, শিক্ষা সংস্কৃতি ও বৈচিত্র্য রক্ষা টিমের মুশফিকুর রহিম, বারসিক কর্মকর্তা জাহাঙ্গীর আলম প্রমুখ। bbox=[752, 1146, 923, 1365]
